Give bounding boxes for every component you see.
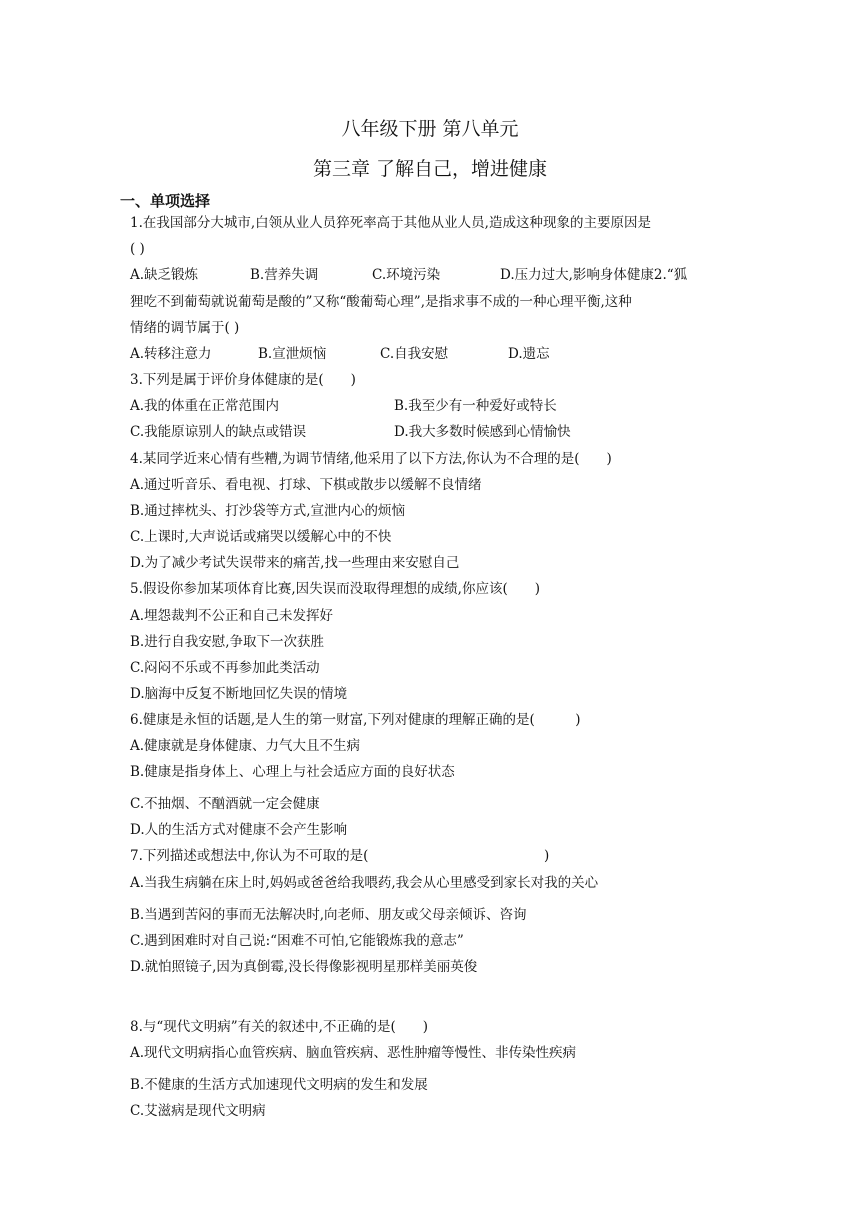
question-7-stem: 7.下列描述或想法中,你认为不可取的是( ) (130, 848, 550, 864)
question-6-option-c: C.不抽烟、不酗酒就一定会健康 (130, 796, 320, 812)
question-5-stem: 5.假设你参加某项体育比赛,因失误而没取得理想的成绩,你应该( ) (130, 581, 540, 597)
question-4-stem: 4.某同学近来心情有些糟,为调节情绪,他采用了以下方法,你认为不合理的是( ) (130, 451, 612, 467)
question-3-option-b: B.我至少有一种爱好或特长 (394, 398, 557, 414)
question-7-option-a: A.当我生病躺在床上时,妈妈或爸爸给我喂药,我会从心里感受到家长对我的关心 (130, 875, 599, 891)
question-1-option-c: C.环境污染 (372, 267, 441, 283)
question-1-stem-line-1: 1.在我国部分大城市,白领从业人员猝死率高于其他从业人员,造成这种现象的主要原因是 (130, 215, 651, 231)
question-2-option-c: C.自我安慰 (380, 346, 449, 362)
question-5-option-a: A.埋怨裁判不公正和自己未发挥好 (130, 608, 334, 624)
question-1-stem-line-2: ( ) (130, 241, 145, 257)
question-7-option-c: C.遇到困难时对自己说:“困难不可怕,它能锻炼我的意志” (130, 933, 464, 949)
question-2-stem-line-2: 狸吃不到葡萄就说葡萄是酸的”又称“酸葡萄心理”,是指求事不成的一种心理平衡,这种 (130, 294, 632, 310)
question-4-option-b: B.通过摔枕头、打沙袋等方式,宣泄内心的烦恼 (130, 503, 406, 519)
question-7-option-d: D.就怕照镜子,因为真倒霉,没长得像影视明星那样美丽英俊 (130, 959, 478, 975)
chapter-title: 第三章 了解自己，增进健康 (312, 158, 548, 180)
section-heading: 一、单项选择 (120, 192, 211, 210)
question-8-option-c: C.艾滋病是现代文明病 (130, 1103, 266, 1119)
question-5-option-d: D.脑海中反复不断地回忆失误的情境 (130, 686, 348, 702)
question-6-stem: 6.健康是永恒的话题,是人生的第一财富,下列对健康的理解正确的是( ) (130, 712, 581, 728)
document-title: 八年级下册 第八单元 (341, 118, 519, 140)
question-3-option-c: C.我能原谅别人的缺点或错误 (130, 424, 307, 440)
question-6-option-b: B.健康是指身体上、心理上与社会适应方面的良好状态 (130, 764, 455, 780)
question-2-option-b: B.宣泄烦恼 (258, 346, 327, 362)
question-3-option-a: A.我的体重在正常范围内 (130, 398, 280, 414)
question-1-option-a: A.缺乏锻炼 (130, 267, 199, 283)
question-4-option-a: A.通过听音乐、看电视、打球、下棋或散步以缓解不良情绪 (130, 477, 482, 493)
question-2-option-a: A.转移注意力 (130, 346, 212, 362)
question-2-option-d: D.遗忘 (508, 346, 550, 362)
question-3-option-d: D.我大多数时候感到心情愉快 (394, 424, 571, 440)
question-8-stem: 8.与“现代文明病”有关的叙述中,不正确的是( ) (130, 1019, 429, 1035)
question-3-stem: 3.下列是属于评价身体健康的是( ) (130, 372, 356, 388)
question-5-option-c: C.闷闷不乐或不再参加此类活动 (130, 660, 320, 676)
question-5-option-b: B.进行自我安慰,争取下一次获胜 (130, 634, 325, 650)
question-2-stem-line-3: 情绪的调节属于( ) (130, 320, 240, 336)
question-8-option-a: A.现代文明病指心血管疾病、脑血管疾病、恶性肿瘤等慢性、非传染性疾病 (130, 1045, 577, 1061)
question-4-option-c: C.上课时,大声说话或痛哭以缓解心中的不快 (130, 529, 392, 545)
question-1-option-b: B.营养失调 (250, 267, 319, 283)
question-7-option-b: B.当遇到苦闷的事而无法解决时,向老师、朋友或父母亲倾诉、咨询 (130, 907, 527, 923)
question-4-option-d: D.为了减少考试失误带来的痛苦,找一些理由来安慰自己 (130, 555, 460, 571)
question-6-option-a: A.健康就是身体健康、力气大且不生病 (130, 738, 361, 754)
question-8-option-b: B.不健康的生活方式加速现代文明病的发生和发展 (130, 1077, 428, 1093)
question-6-option-d: D.人的生活方式对健康不会产生影响 (130, 822, 348, 838)
question-1-option-d: D.压力过大,影响身体健康2.“狐 (500, 267, 688, 283)
